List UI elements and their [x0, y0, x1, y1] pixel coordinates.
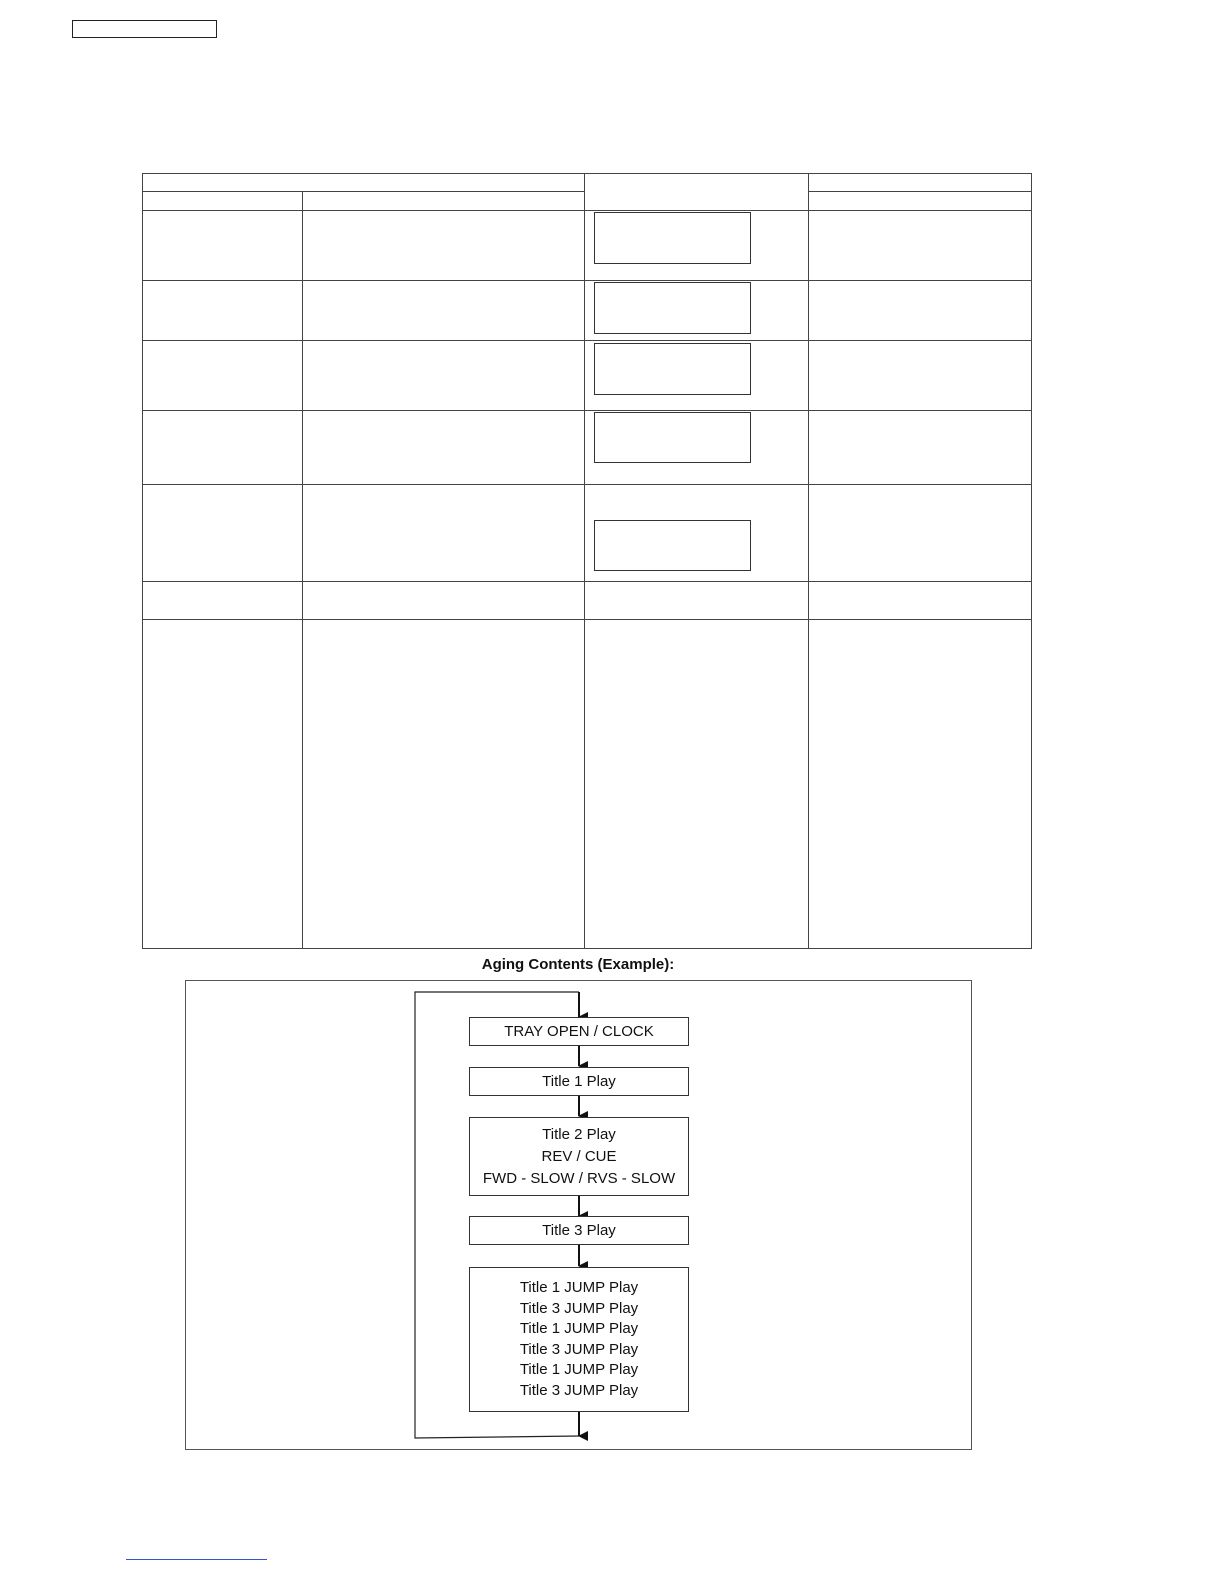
flow-step-text: Title 3 Play [542, 1221, 616, 1239]
flow-step-text: TRAY OPEN / CLOCK [504, 1022, 654, 1040]
flow-step-text: Title 1 JUMP Play [519, 1361, 639, 1378]
flow-step-text: Title 3 JUMP Play [519, 1381, 639, 1399]
flow-step-tray-open [469, 1017, 689, 1046]
flow-step-text: FWD - SLOW / RVS - SLOW [482, 1169, 676, 1187]
flow-step-title-2-play [469, 1117, 689, 1196]
flow-step-text: Title 3 JUMP Play [519, 1299, 639, 1317]
flowchart-title: Aging Contents (Example): [481, 956, 675, 973]
flow-step-title-1-play [469, 1067, 689, 1096]
footer-link[interactable] [126, 1558, 267, 1560]
flow-step-title-3-play [469, 1216, 689, 1245]
flow-step-text: Title 2 Play [542, 1125, 616, 1143]
flow-step-text: REV / CUE [541, 1147, 617, 1165]
flow-step-text: Title 1 JUMP Play [519, 1320, 639, 1337]
flow-step-jump-play [469, 1267, 689, 1412]
flow-step-text: Title 1 JUMP Play [519, 1279, 639, 1296]
flow-step-text: Title 1 Play [542, 1072, 616, 1090]
flow-step-text: Title 3 JUMP Play [519, 1340, 639, 1358]
